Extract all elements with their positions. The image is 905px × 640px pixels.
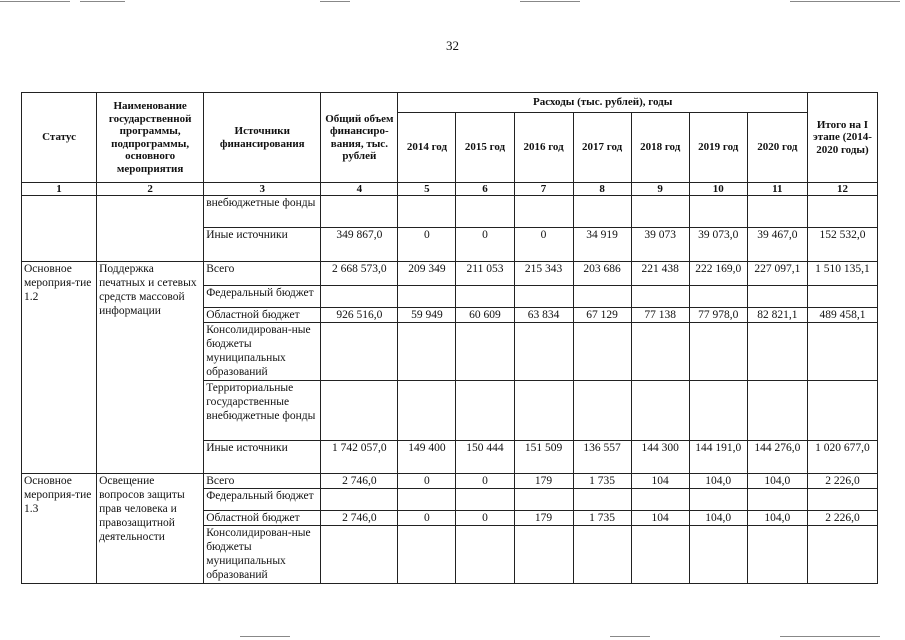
column-number: 3 [204,183,321,196]
scan-edge-line [240,636,290,637]
header-year: 2016 год [514,113,573,183]
value-cell [807,196,877,228]
value-cell: 67 129 [573,308,631,323]
value-cell [573,196,631,228]
value-cell [514,286,573,308]
value-cell [398,323,456,381]
source-cell: Всего [204,262,321,286]
value-cell: 203 686 [573,262,631,286]
source-cell: внебюджетные фонды [204,196,321,228]
value-cell: 349 867,0 [321,228,398,262]
value-cell [456,196,514,228]
value-cell [807,489,877,511]
column-number: 2 [97,183,204,196]
header-sources: Источники финансирования [204,93,321,183]
value-cell: 144 191,0 [689,441,747,474]
value-cell: 39 073 [631,228,689,262]
value-cell: 144 276,0 [747,441,807,474]
value-cell [573,489,631,511]
value-cell: 1 742 057,0 [321,441,398,474]
value-cell: 2 226,0 [807,511,877,526]
value-cell: 2 668 573,0 [321,262,398,286]
table-body [22,196,878,584]
value-cell: 0 [398,511,456,526]
value-cell: 0 [398,228,456,262]
value-cell [321,323,398,381]
value-cell: 215 343 [514,262,573,286]
value-cell [398,381,456,441]
value-cell [398,286,456,308]
value-cell [514,196,573,228]
status-cell: Основное мероприя-тие 1.2 [22,262,97,474]
header-year: 2015 год [456,113,514,183]
column-number: 1 [22,183,97,196]
source-cell: Консолидирован-ные бюджеты муниципальных образований [204,323,321,381]
value-cell [573,526,631,584]
header-year: 2014 год [398,113,456,183]
value-cell: 489 458,1 [807,308,877,323]
value-cell: 104 [631,511,689,526]
scan-edge-line [320,1,350,2]
value-cell [514,526,573,584]
value-cell: 0 [398,474,456,489]
value-cell: 39 467,0 [747,228,807,262]
scan-edge-line [610,636,650,637]
value-cell [689,286,747,308]
value-cell: 1 735 [573,511,631,526]
value-cell [456,526,514,584]
column-number-row [22,183,878,196]
scan-edge-line [780,636,880,637]
value-cell: 149 400 [398,441,456,474]
header-year: 2020 год [747,113,807,183]
page-number: 32 [446,38,459,53]
value-cell: 0 [514,228,573,262]
header-itogo: Итого на I этапе (2014-2020 годы) [807,93,877,183]
value-cell: 63 834 [514,308,573,323]
value-cell [573,323,631,381]
value-cell [573,286,631,308]
header-expenses: Расходы (тыс. рублей), годы [398,93,808,113]
header-year: 2017 год [573,113,631,183]
source-cell: Консолидирован-ные бюджеты муниципальных образований [204,526,321,584]
value-cell [398,526,456,584]
value-cell [631,196,689,228]
value-cell: 2 746,0 [321,474,398,489]
scan-edge-line [0,1,70,2]
value-cell [747,381,807,441]
column-number: 6 [456,183,514,196]
value-cell [514,489,573,511]
value-cell [747,489,807,511]
value-cell: 209 349 [398,262,456,286]
column-number: 4 [321,183,398,196]
source-cell: Иные источники [204,441,321,474]
value-cell: 151 509 [514,441,573,474]
value-cell [807,323,877,381]
column-number: 11 [747,183,807,196]
value-cell [689,323,747,381]
table-row [22,474,878,489]
value-cell: 136 557 [573,441,631,474]
value-cell: 2 746,0 [321,511,398,526]
value-cell: 0 [456,474,514,489]
column-number: 10 [689,183,747,196]
source-cell: Федеральный бюджет [204,489,321,511]
value-cell [689,489,747,511]
value-cell: 1 510 135,1 [807,262,877,286]
value-cell: 1 020 677,0 [807,441,877,474]
value-cell: 77 138 [631,308,689,323]
value-cell [321,489,398,511]
scan-edge-line [80,1,125,2]
value-cell: 0 [456,511,514,526]
value-cell [321,196,398,228]
value-cell: 222 169,0 [689,262,747,286]
program-name-cell: Поддержка печатных и сетевых средств массовой информации [97,262,204,474]
value-cell [631,489,689,511]
value-cell: 152 532,0 [807,228,877,262]
value-cell [456,286,514,308]
value-cell: 104,0 [689,511,747,526]
value-cell [321,526,398,584]
value-cell: 59 949 [398,308,456,323]
value-cell: 77 978,0 [689,308,747,323]
value-cell [573,381,631,441]
scan-edge-line [520,1,580,2]
value-cell [747,526,807,584]
value-cell: 104,0 [747,511,807,526]
value-cell [456,489,514,511]
program-name-cell [97,196,204,262]
value-cell [631,526,689,584]
value-cell: 104,0 [747,474,807,489]
column-number: 12 [807,183,877,196]
source-cell: Областной бюджет [204,308,321,323]
column-number: 7 [514,183,573,196]
status-cell [22,196,97,262]
header-year: 2018 год [631,113,689,183]
value-cell: 82 821,1 [747,308,807,323]
value-cell [456,381,514,441]
value-cell: 211 053 [456,262,514,286]
table-row [22,262,878,286]
value-cell: 150 444 [456,441,514,474]
value-cell [398,196,456,228]
value-cell [631,381,689,441]
header-name: Наименование государственной программы, подпрограммы, основного мероприятия [97,93,204,183]
value-cell [456,323,514,381]
source-cell: Областной бюджет [204,511,321,526]
value-cell: 60 609 [456,308,514,323]
source-cell: Территориальные государственные внебюджетные фонды [204,381,321,441]
value-cell [398,489,456,511]
value-cell: 104 [631,474,689,489]
value-cell [747,196,807,228]
column-number: 5 [398,183,456,196]
value-cell: 104,0 [689,474,747,489]
value-cell [807,526,877,584]
value-cell: 144 300 [631,441,689,474]
value-cell: 1 735 [573,474,631,489]
value-cell: 221 438 [631,262,689,286]
value-cell [514,381,573,441]
value-cell [321,381,398,441]
column-number: 9 [631,183,689,196]
source-cell: Всего [204,474,321,489]
value-cell: 227 097,1 [747,262,807,286]
value-cell [747,286,807,308]
value-cell: 179 [514,474,573,489]
value-cell [807,286,877,308]
value-cell [321,286,398,308]
table-row [22,196,878,228]
value-cell: 39 073,0 [689,228,747,262]
value-cell: 926 516,0 [321,308,398,323]
value-cell: 179 [514,511,573,526]
financing-table [21,92,878,584]
source-cell: Федеральный бюджет [204,286,321,308]
value-cell [689,526,747,584]
program-name-cell: Освещение вопросов защиты прав человека и правозащитной деятельности [97,474,204,584]
status-cell: Основное мероприя-тие 1.3 [22,474,97,584]
value-cell: 34 919 [573,228,631,262]
value-cell [514,323,573,381]
value-cell [631,286,689,308]
value-cell [689,196,747,228]
header-status: Статус [22,93,97,183]
value-cell: 2 226,0 [807,474,877,489]
value-cell [631,323,689,381]
value-cell [747,323,807,381]
value-cell [807,381,877,441]
header-total: Общий объем финансиро-вания, тыс. рублей [321,93,398,183]
source-cell: Иные источники [204,228,321,262]
header-year: 2019 год [689,113,747,183]
scan-edge-line [790,1,900,2]
column-number: 8 [573,183,631,196]
value-cell: 0 [456,228,514,262]
header-row-top [22,93,878,113]
value-cell [689,381,747,441]
